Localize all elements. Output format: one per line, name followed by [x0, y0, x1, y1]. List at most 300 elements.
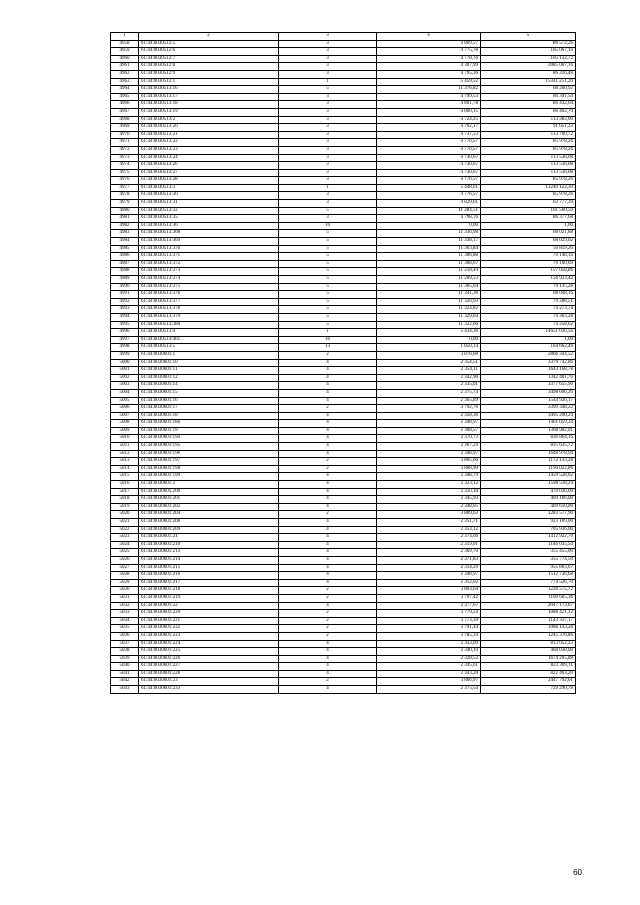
specific-value-cell: 2 348,97 — [377, 450, 481, 458]
cadastral-value-cell: 1598 518,24 — [481, 481, 576, 489]
cadastral-number-cell: 61:44:0030513:24 — [139, 154, 279, 162]
table-row — [111, 238, 576, 246]
row-number-cell: 5003 — [111, 382, 139, 390]
cadastral-value-cell: 923 109,00 — [481, 519, 576, 527]
specific-value-cell: 2 314,29 — [377, 564, 481, 572]
table-row — [111, 367, 576, 375]
row-number-cell: 5031 — [111, 594, 139, 602]
cadastral-number-cell: 61:44:0030513:370 — [139, 245, 279, 253]
specific-value-cell: 2 343,20 — [377, 670, 481, 678]
group-cell: 3 — [279, 63, 377, 71]
cadastral-number-cell: 61:44:0030601:204 — [139, 511, 279, 519]
specific-value-cell: 2 343,09 — [377, 640, 481, 648]
cadastral-value-cell: 1412 922,70 — [481, 534, 576, 542]
group-cell: 4 — [279, 648, 377, 656]
cadastral-value-cell: 56 819,20 — [481, 245, 576, 253]
specific-value-cell: 3 805,66 — [377, 458, 481, 466]
group-cell: 4 — [279, 427, 377, 435]
row-number-cell: 4964 — [111, 86, 139, 94]
group-cell: 4 — [279, 526, 377, 534]
table-row — [111, 131, 576, 139]
table-row — [111, 329, 576, 337]
cadastral-value-cell: 105 132,72 — [481, 55, 576, 63]
cadastral-number-cell: 61:44:0030513:23 — [139, 146, 279, 154]
specific-value-cell: 11 336,98 — [377, 230, 481, 238]
specific-value-cell: 3 773,39 — [377, 617, 481, 625]
row-number-cell: 5018 — [111, 496, 139, 504]
row-number-cell: 5027 — [111, 564, 139, 572]
cadastral-number-cell: 61:44:0030512:8 — [139, 63, 279, 71]
header-row — [111, 33, 576, 41]
cadastral-value-cell: 836 864,16 — [481, 435, 576, 443]
row-number-cell: 5000 — [111, 359, 139, 367]
cadastral-value-cell: 1143 337,17 — [481, 617, 576, 625]
specific-value-cell: 4 792,17 — [377, 124, 481, 132]
row-number-cell: 5004 — [111, 389, 139, 397]
cadastral-number-cell: 61:44:0030601:226 — [139, 655, 279, 663]
specific-value-cell: 11 329,04 — [377, 313, 481, 321]
table-row — [111, 412, 576, 420]
cadastral-value-cell: 469 186,00 — [481, 496, 576, 504]
cadastral-number-cell: 61:44:0030513:461 — [139, 336, 279, 344]
specific-value-cell: 3 808,99 — [377, 465, 481, 473]
cadastral-number-cell: 61:44:0030513:378 — [139, 306, 279, 314]
table-row — [111, 564, 576, 572]
cadastral-value-cell: 113 536,08 — [481, 154, 576, 162]
specific-value-cell: 4 776,57 — [377, 146, 481, 154]
group-cell: 4 — [279, 602, 377, 610]
row-number-cell: 5033 — [111, 610, 139, 618]
cadastral-number-cell: 61:44:0030513:19 — [139, 108, 279, 116]
row-number-cell: 4980 — [111, 207, 139, 215]
specific-value-cell: 2 340,19 — [377, 648, 481, 656]
cadastral-value-cell: 113 382,00 — [481, 116, 576, 124]
cadastral-value-cell: 469 610,00 — [481, 503, 576, 511]
row-number-cell: 5039 — [111, 655, 139, 663]
cadastral-number-cell: 61:44:0030513:375 — [139, 283, 279, 291]
group-cell: 2 — [279, 351, 377, 359]
cadastral-number-cell: 61:44:0030601:18 — [139, 412, 279, 420]
group-cell: 3 — [279, 40, 377, 48]
cadastral-number-cell: 61:44:0030601:198 — [139, 465, 279, 473]
group-cell: 4 — [279, 670, 377, 678]
group-cell: 3 — [279, 139, 377, 147]
specific-value-cell: 2 365,89 — [377, 397, 481, 405]
cadastral-value-cell: 1648 978,94 — [481, 450, 576, 458]
group-cell: 4 — [279, 640, 377, 648]
cadastral-value-cell: 86 402,70 — [481, 108, 576, 116]
cadastral-number-cell: 61:44:0030601:214 — [139, 556, 279, 564]
table-row — [111, 222, 576, 230]
cadastral-number-cell: 61:44:0030513:3 — [139, 184, 279, 192]
table-row — [111, 306, 576, 314]
table-row — [111, 78, 576, 86]
cadastral-number-cell: 61:44:0030513:380 — [139, 321, 279, 329]
cadastral-value-cell: 1196 022,86 — [481, 465, 576, 473]
table-row — [111, 298, 576, 306]
specific-value-cell: 2 312,02 — [377, 579, 481, 587]
row-number-cell: 4976 — [111, 177, 139, 185]
specific-value-cell: 0,00 — [377, 222, 481, 230]
row-number-cell: 4977 — [111, 184, 139, 192]
cadastral-value-cell: 3498 606,20 — [481, 389, 576, 397]
cadastral-number-cell: 61:44:0030601:186 — [139, 420, 279, 428]
row-number-cell: 4987 — [111, 260, 139, 268]
cadastral-number-cell: 61:44:0030601:225 — [139, 648, 279, 656]
cadastral-number-cell: 61:44:0030512:9 — [139, 70, 279, 78]
table-row — [111, 268, 576, 276]
cadastral-value-cell: 1228 575,72 — [481, 587, 576, 595]
row-number-cell: 4971 — [111, 139, 139, 147]
table-row — [111, 397, 576, 405]
row-number-cell: 4997 — [111, 336, 139, 344]
cadastral-value-cell: 113 536,08 — [481, 169, 576, 177]
specific-value-cell: 2 350,18 — [377, 488, 481, 496]
cadastral-value-cell: 79 148,16 — [481, 253, 576, 261]
cadastral-value-cell: 113 536,08 — [481, 162, 576, 170]
cadastral-number-cell: 61:44:0030513:22 — [139, 139, 279, 147]
group-cell: 4 — [279, 412, 377, 420]
specific-value-cell: 4 730,67 — [377, 154, 481, 162]
cadastral-number-cell: 61:44:0030601:199 — [139, 473, 279, 481]
specific-value-cell: 2 375,74 — [377, 389, 481, 397]
cadastral-number-cell: 61:44:0030601:215 — [139, 564, 279, 572]
row-number-cell: 5015 — [111, 473, 139, 481]
group-cell: 3 — [279, 116, 377, 124]
group-cell: 5 — [279, 207, 377, 215]
group-cell: 5 — [279, 268, 377, 276]
table-row — [111, 511, 576, 519]
table-row — [111, 632, 576, 640]
table-row — [111, 93, 576, 101]
cadastral-value-cell: 1544 926,17 — [481, 397, 576, 405]
specific-value-cell: 11 324,82 — [377, 306, 481, 314]
cadastral-number-cell: 61:44:0030513:21 — [139, 131, 279, 139]
cadastral-value-cell: 835 635,72 — [481, 443, 576, 451]
row-number-cell: 5029 — [111, 579, 139, 587]
group-cell: 5 — [279, 230, 377, 238]
row-number-cell: 4993 — [111, 306, 139, 314]
group-cell: 4 — [279, 382, 377, 390]
cadastral-number-cell: 61:44:0030513:377 — [139, 298, 279, 306]
specific-value-cell: 3 779,24 — [377, 610, 481, 618]
row-number-cell: 5017 — [111, 488, 139, 496]
table-row — [111, 215, 576, 223]
specific-value-cell: 11 306,88 — [377, 253, 481, 261]
specific-value-cell: 11 338,17 — [377, 238, 481, 246]
group-cell: 2 — [279, 511, 377, 519]
table-row — [111, 435, 576, 443]
cadastral-value-cell: 813 052,23 — [481, 640, 576, 648]
group-cell: 3 — [279, 169, 377, 177]
table-row — [111, 177, 576, 185]
cadastral-number-cell: 61:44:0030601:12 — [139, 374, 279, 382]
row-number-cell: 5008 — [111, 420, 139, 428]
specific-value-cell: 3 797,42 — [377, 594, 481, 602]
group-cell: 3 — [279, 215, 377, 223]
page-number: 60 — [573, 868, 582, 877]
group-cell: 4 — [279, 367, 377, 375]
cadastral-value-cell: 1,00 — [481, 222, 576, 230]
specific-value-cell: 2 358,36 — [377, 412, 481, 420]
cadastral-number-cell: 61:44:0030601:221 — [139, 617, 279, 625]
column-header-1: 1 — [111, 33, 139, 41]
row-number-cell: 4969 — [111, 124, 139, 132]
table-row — [111, 579, 576, 587]
cadastral-number-cell: 61:44:0030513:372 — [139, 260, 279, 268]
specific-value-cell: 4 800,15 — [377, 108, 481, 116]
table-row — [111, 48, 576, 56]
table-row — [111, 124, 576, 132]
row-number-cell: 4988 — [111, 268, 139, 276]
specific-value-cell: 2 367,24 — [377, 443, 481, 451]
specific-value-cell: 2 377,67 — [377, 602, 481, 610]
cadastral-number-cell: 61:44:0030601:227 — [139, 663, 279, 671]
table-row — [111, 427, 576, 435]
table-row — [111, 40, 576, 48]
group-cell: 4 — [279, 481, 377, 489]
cadastral-number-cell: 61:44:0030601:194 — [139, 435, 279, 443]
specific-value-cell: 11 341,36 — [377, 291, 481, 299]
cadastral-number-cell: 61:44:0030513:379 — [139, 313, 279, 321]
row-number-cell: 4981 — [111, 215, 139, 223]
group-cell: 2 — [279, 617, 377, 625]
row-number-cell: 4996 — [111, 329, 139, 337]
row-number-cell: 4959 — [111, 48, 139, 56]
cadastral-value-cell: 1283 577,90 — [481, 511, 576, 519]
cadastral-number-cell: 61:44:0030513:376 — [139, 291, 279, 299]
specific-value-cell: 4 776,57 — [377, 192, 481, 200]
cadastral-number-cell: 61:44:0030601:219 — [139, 594, 279, 602]
specific-value-cell: 4 737,53 — [377, 131, 481, 139]
group-cell: 3 — [279, 192, 377, 200]
cadastral-value-cell: 729 290,78 — [481, 686, 576, 694]
row-number-cell: 5038 — [111, 648, 139, 656]
cadastral-number-cell: 61:44:0030513:371 — [139, 253, 279, 261]
cadastral-number-cell: 61:44:0030601:223 — [139, 632, 279, 640]
table-row — [111, 55, 576, 63]
group-cell: 3 — [279, 55, 377, 63]
row-number-cell: 4963 — [111, 78, 139, 86]
cadastral-number-cell: 61:44:0030601:23 — [139, 678, 279, 686]
specific-value-cell: 3 803,64 — [377, 587, 481, 595]
cadastral-number-cell: 61:44:0030601:228 — [139, 670, 279, 678]
cadastral-number-cell: 61:44:0030513:373 — [139, 268, 279, 276]
group-cell: 2 — [279, 465, 377, 473]
table-row — [111, 63, 576, 71]
cadastral-number-cell: 61:44:0030601:17 — [139, 405, 279, 413]
specific-value-cell: 2 354,11 — [377, 367, 481, 375]
specific-value-cell: 5 434,36 — [377, 329, 481, 337]
group-cell: 5 — [279, 313, 377, 321]
cadastral-value-cell: 157 058,86 — [481, 268, 576, 276]
row-number-cell: 5025 — [111, 549, 139, 557]
group-cell: 4 — [279, 374, 377, 382]
column-header-4: 4 — [377, 33, 481, 41]
cadastral-number-cell: 61:44:0030601:19 — [139, 427, 279, 435]
specific-value-cell: 4 809,57 — [377, 40, 481, 48]
row-number-cell: 4974 — [111, 162, 139, 170]
cadastral-value-cell: 774 526,70 — [481, 579, 576, 587]
cadastral-value-cell: 68 048,16 — [481, 291, 576, 299]
specific-value-cell: 3 878,68 — [377, 351, 481, 359]
cadastral-number-cell: 61:44:0030601:2 — [139, 481, 279, 489]
group-cell: 4 — [279, 496, 377, 504]
column-header-5: 5 — [481, 33, 576, 41]
cadastral-value-cell: 470 036,00 — [481, 488, 576, 496]
cadastral-value-cell: 823 309,11 — [481, 663, 576, 671]
table-row — [111, 473, 576, 481]
row-number-cell: 5012 — [111, 450, 139, 458]
specific-value-cell: 11 218,49 — [377, 268, 481, 276]
specific-value-cell: 2 370,72 — [377, 435, 481, 443]
table-row — [111, 359, 576, 367]
row-number-cell: 4979 — [111, 200, 139, 208]
cadastral-value-cell: 1674 205,88 — [481, 655, 576, 663]
table-row — [111, 245, 576, 253]
row-number-cell: 5009 — [111, 427, 139, 435]
cadastral-value-cell: 86 377,68 — [481, 215, 576, 223]
cadastral-number-cell: 61:44:0030601:222 — [139, 625, 279, 633]
group-cell: 1 — [279, 184, 377, 192]
group-cell: 3 — [279, 154, 377, 162]
row-number-cell: 5002 — [111, 374, 139, 382]
group-cell: 2 — [279, 678, 377, 686]
table-row — [111, 496, 576, 504]
cadastral-value-cell: 3379 742,86 — [481, 359, 576, 367]
row-number-cell: 4960 — [111, 55, 139, 63]
specific-value-cell: 4 776,57 — [377, 177, 481, 185]
cadastral-value-cell: 355 774,50 — [481, 556, 576, 564]
cadastral-value-cell: 86 572,26 — [481, 40, 576, 48]
specific-value-cell: 3 889,63 — [377, 511, 481, 519]
row-number-cell: 5043 — [111, 686, 139, 694]
table-row — [111, 139, 576, 147]
cadastral-value-cell: 3495 200,24 — [481, 412, 576, 420]
group-cell: 3 — [279, 101, 377, 109]
specific-value-cell: 5 459,52 — [377, 78, 481, 86]
row-number-cell: 5042 — [111, 678, 139, 686]
cadastral-value-cell: 85 978,26 — [481, 177, 576, 185]
cadastral-value-cell: 1172 143,28 — [481, 458, 576, 466]
row-number-cell: 4961 — [111, 63, 139, 71]
group-cell: 3 — [279, 70, 377, 78]
row-number-cell: 4989 — [111, 276, 139, 284]
table-row — [111, 207, 576, 215]
table-row — [111, 549, 576, 557]
row-number-cell: 5006 — [111, 405, 139, 413]
table-row — [111, 465, 576, 473]
specific-value-cell: 2 348,97 — [377, 420, 481, 428]
group-cell: 5 — [279, 260, 377, 268]
specific-value-cell: 2 374,66 — [377, 534, 481, 542]
cadastral-value-cell: 113 700,72 — [481, 131, 576, 139]
cadastral-number-cell: 61:44:0030601:201 — [139, 496, 279, 504]
cadastral-number-cell: 61:44:0030601:220 — [139, 610, 279, 618]
table-row — [111, 602, 576, 610]
group-cell: 16 — [279, 336, 377, 344]
cadastral-value-cell: 955 803,07 — [481, 564, 576, 572]
specific-value-cell: 4 801,78 — [377, 101, 481, 109]
cadastral-number-cell: 61:44:0030513:369 — [139, 238, 279, 246]
group-cell: 4 — [279, 443, 377, 451]
row-number-cell: 5019 — [111, 503, 139, 511]
row-number-cell: 4973 — [111, 154, 139, 162]
cadastral-value-cell: 101 560,59 — [481, 207, 576, 215]
cadastral-value-cell: 68 021,88 — [481, 230, 576, 238]
cadastral-value-cell: 1088 421,12 — [481, 610, 576, 618]
row-number-cell: 4999 — [111, 351, 139, 359]
group-cell: 4 — [279, 503, 377, 511]
table-row — [111, 481, 576, 489]
specific-value-cell: 4 829,01 — [377, 200, 481, 208]
table-row — [111, 169, 576, 177]
cadastral-number-cell: 61:44:0030601:210 — [139, 541, 279, 549]
specific-value-cell: 5 448,61 — [377, 184, 481, 192]
cadastral-value-cell: 68 260,92 — [481, 86, 576, 94]
row-number-cell: 4992 — [111, 298, 139, 306]
group-cell: 2 — [279, 625, 377, 633]
row-number-cell: 4982 — [111, 222, 139, 230]
cadastral-number-cell: 61:44:0030513:374 — [139, 276, 279, 284]
specific-value-cell: 2 328,52 — [377, 655, 481, 663]
cadastral-value-cell: 1146 035,54 — [481, 541, 576, 549]
specific-value-cell: 4 730,67 — [377, 162, 481, 170]
row-number-cell: 5005 — [111, 397, 139, 405]
cadastral-value-cell: 822 463,20 — [481, 670, 576, 678]
row-number-cell: 5023 — [111, 534, 139, 542]
table-row — [111, 458, 576, 466]
cadastral-number-cell: 61:44:0030513:31 — [139, 200, 279, 208]
cadastral-value-cell: 105 067,16 — [481, 48, 576, 56]
specific-value-cell: 2 369,70 — [377, 549, 481, 557]
group-cell: 4 — [279, 359, 377, 367]
cadastral-number-cell: 61:44:0030601:197 — [139, 458, 279, 466]
table-row — [111, 389, 576, 397]
cadastral-number-cell: 61:44:0030601:15 — [139, 389, 279, 397]
table-row — [111, 405, 576, 413]
group-cell: 3 — [279, 177, 377, 185]
cadastral-number-cell: 61:44:0030513:20 — [139, 124, 279, 132]
cadastral-number-cell: 61:44:0030513:32 — [139, 207, 279, 215]
row-number-cell: 4985 — [111, 245, 139, 253]
specific-value-cell: 2 348,79 — [377, 473, 481, 481]
table-row — [111, 184, 576, 192]
specific-value-cell: 2 348,05 — [377, 503, 481, 511]
group-cell: 2 — [279, 587, 377, 595]
cadastral-number-cell: 61:44:0030513:28 — [139, 177, 279, 185]
cadastral-number-cell: 61:44:0030601:1 — [139, 351, 279, 359]
cadastral-number-cell: 61:44:0030601:218 — [139, 587, 279, 595]
table-row — [111, 488, 576, 496]
specific-value-cell: 4 775,78 — [377, 48, 481, 56]
cadastral-value-cell: 85 978,26 — [481, 192, 576, 200]
group-cell: 5 — [279, 283, 377, 291]
specific-value-cell: 2 335,01 — [377, 382, 481, 390]
cadastral-number-cell: 61:44:0030601:208 — [139, 519, 279, 527]
specific-value-cell: 3 791,44 — [377, 625, 481, 633]
table-row — [111, 556, 576, 564]
cadastral-value-cell: 68 029,02 — [481, 238, 576, 246]
specific-value-cell: 3 792,76 — [377, 405, 481, 413]
table-row — [111, 594, 576, 602]
row-number-cell: 5022 — [111, 526, 139, 534]
cadastral-value-cell: 468 038,00 — [481, 648, 576, 656]
group-cell: 4 — [279, 488, 377, 496]
specific-value-cell: 4 307,99 — [377, 63, 481, 71]
cadastral-number-cell: 61:44:0030513:2 — [139, 116, 279, 124]
specific-value-cell: 4 724,25 — [377, 116, 481, 124]
